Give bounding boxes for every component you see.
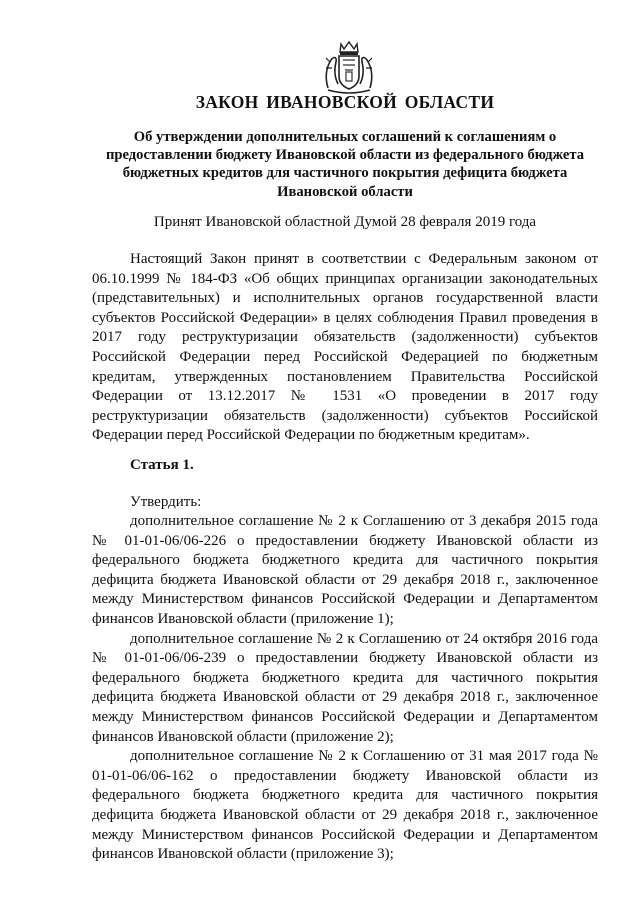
agreement-list xyxy=(92,512,598,865)
preamble-paragraph: Настоящий Закон принят в соответствии с Федеральным законом от 06.10.1999 № 184-ФЗ «Об общих принципах организации законодательных (представительных) и исполнительных органов государственной власти субъектов Российской Федерации» в целях соблюдения Правил проведения в 2017 году реструктуризации обязательств (задолженности) субъектов Российской Федерации перед Российской Федерацией по бюджетным кредитам, утвержденных постановлением Правительства Российской Федерации от 13.12.2017 № 1531 «О проведении в 2017 году реструктуризации обязательств (задолженности) субъектов Российской Федерации перед Российской Федерации по бюджетным кредитам». xyxy=(92,251,598,444)
agreement-item: дополнительное соглашение № 2 к Соглашению от 3 декабря 2015 года № 01-01-06/06-226 о предоставлении бюджету Ивановской области из федерального бюджета бюджетного кредита для частичного покрытия дефицита бюджета Ивановской области от 29 декабря 2018 г., заключенное между Министерством финансов Российской Федерации и Департаментом финансов Ивановской области (приложение 1); xyxy=(92,513,598,627)
coat-of-arms-icon xyxy=(322,40,376,96)
article-1-heading: Статья 1. xyxy=(130,457,194,473)
adoption-line: Принят Ивановской областной Думой 28 февраля 2019 года xyxy=(153,214,537,230)
agreement-item: дополнительное соглашение № 2 к Соглашению от 31 мая 2017 года № 01-01-06/06-162 о предоставлении бюджету Ивановской области из федерального бюджета бюджетного кредита для частичного покрытия дефицита бюджета Ивановской области от 29 декабря 2018 г., заключенное между Министерством финансов Российской Федерации и Департаментом финансов Ивановской области (приложение 3); xyxy=(92,748,598,863)
law-subject: Об утверждении дополнительных соглашений к соглашениям о предоставлении бюджету Ивановской области из федерального бюджета бюджетных кредитов для частичного покрытия дефицита бюджета Ивановской области xyxy=(105,129,585,200)
law-title: ЗАКОН ИВАНОВСКОЙ ОБЛАСТИ xyxy=(195,92,495,112)
agreement-item: дополнительное соглашение № 2 к Соглашению от 24 октября 2016 года № 01-01-06/06-239 о предоставлении бюджету Ивановской области из федерального бюджета бюджетного кредита для частичного покрытия дефицита бюджета Ивановской области от 29 декабря 2018 г., заключенное между Министерством финансов Российской Федерации и Департаментом финансов Ивановской области (приложение 2); xyxy=(92,630,598,745)
approve-label: Утвердить: xyxy=(130,494,202,510)
